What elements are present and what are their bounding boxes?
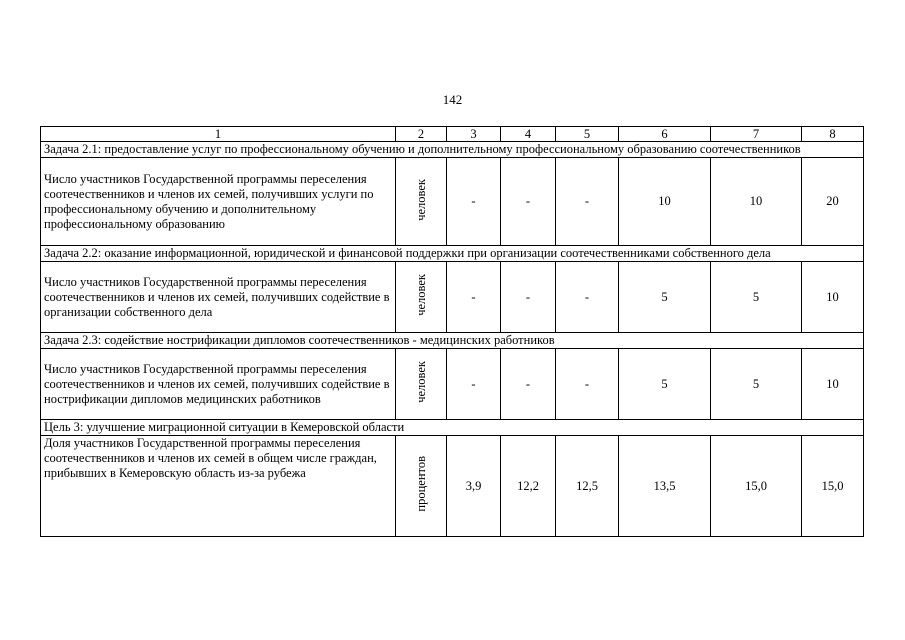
section-title: Задача 2.3: содействие нострификации дипломов соотечественников - медицинских работников: [41, 333, 864, 349]
header-cell: 3: [447, 127, 501, 142]
value-cell: 5: [619, 349, 711, 420]
value-cell: -: [556, 349, 619, 420]
value-cell: -: [501, 349, 556, 420]
header-cell: 4: [501, 127, 556, 142]
unit-label: человек: [413, 178, 428, 221]
unit-cell: [396, 349, 447, 420]
section-row: [41, 142, 864, 158]
value-cell: 10: [802, 262, 864, 333]
value-cell: 10: [802, 349, 864, 420]
value-cell: 13,5: [619, 436, 711, 537]
value-cell: -: [447, 158, 501, 246]
value-cell: -: [501, 262, 556, 333]
value-cell: 15,0: [802, 436, 864, 537]
value-cell: 10: [711, 158, 802, 246]
header-cell: 6: [619, 127, 711, 142]
indicator-name: Число участников Государственной программы переселения соотечественников и членов их семей, получивших содействие в организации собственного дела: [41, 262, 396, 333]
unit-label: человек: [413, 361, 428, 403]
value-cell: 20: [802, 158, 864, 246]
value-cell: 12,5: [556, 436, 619, 537]
value-cell: 5: [619, 262, 711, 333]
header-cell: 8: [802, 127, 864, 142]
header-cell: 1: [41, 127, 396, 142]
value-cell: 15,0: [711, 436, 802, 537]
value-cell: 5: [711, 262, 802, 333]
value-cell: -: [556, 158, 619, 246]
value-cell: -: [501, 158, 556, 246]
unit-cell: [396, 436, 447, 537]
section-row: [41, 246, 864, 262]
header-cell: 7: [711, 127, 802, 142]
value-cell: -: [556, 262, 619, 333]
indicator-name: Число участников Государственной программы переселения соотечественников и членов их семей, получивших содействие в нострификации дипломов медицинских работников: [41, 349, 396, 420]
unit-cell: [396, 262, 447, 333]
unit-cell: [396, 158, 447, 246]
table-row: [41, 262, 864, 333]
section-title: Задача 2.2: оказание информационной, юридической и финансовой поддержки при организации соотечественниками собственного дела: [41, 246, 864, 262]
value-cell: 5: [711, 349, 802, 420]
value-cell: 12,2: [501, 436, 556, 537]
indicator-name: Число участников Государственной программы переселения соотечественников и членов их семей, получивших услуги по профессиональному обучению и дополнительному профессиональному образованию: [41, 158, 396, 246]
indicators-table: [40, 126, 864, 537]
page-number: 142: [442, 92, 463, 107]
indicator-name: Доля участников Государственной программы переселения соотечественников и членов их семей в общем числе граждан, прибывших в Кемеровскую область из-за рубежа: [41, 436, 396, 537]
value-cell: -: [447, 262, 501, 333]
header-cell: 2: [396, 127, 447, 142]
table-row: [41, 158, 864, 246]
section-title: Цель 3: улучшение миграционной ситуации в Кемеровской области: [41, 420, 864, 436]
value-cell: -: [447, 349, 501, 420]
header-row: [41, 127, 864, 142]
table-row: [41, 436, 864, 537]
unit-label: человек: [413, 274, 428, 316]
section-row: [41, 420, 864, 436]
value-cell: 10: [619, 158, 711, 246]
section-title: Задача 2.1: предоставление услуг по профессиональному обучению и дополнительному профессиональному образованию соотечественников: [41, 142, 864, 158]
table-row: [41, 349, 864, 420]
header-cell: 5: [556, 127, 619, 142]
value-cell: 3,9: [447, 436, 501, 537]
section-row: [41, 333, 864, 349]
unit-label: процентов: [413, 456, 428, 512]
